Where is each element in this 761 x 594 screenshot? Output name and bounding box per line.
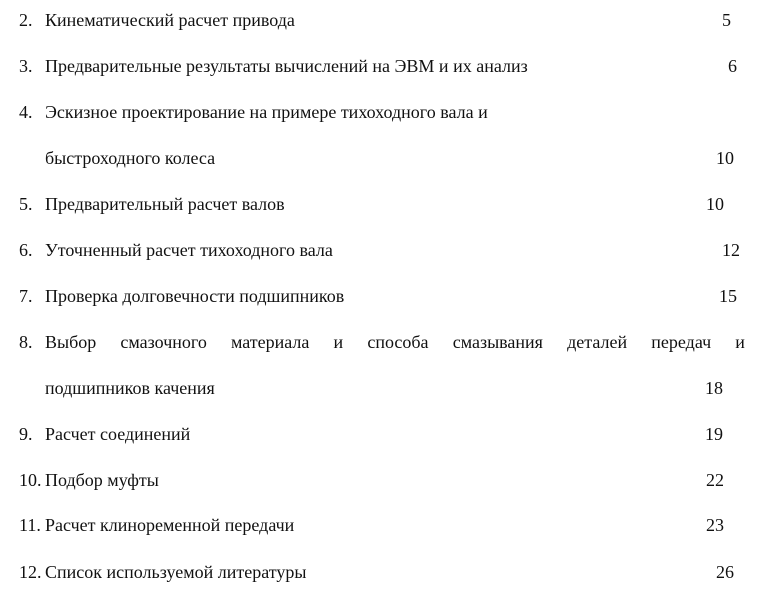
toc-entry-3 [0,54,761,78]
toc-entry-4-continued [0,146,761,170]
toc-entry-title-line1 [45,330,745,354]
toc-entry-number: 6. [19,240,33,260]
toc-entry-12 [0,560,761,584]
toc-entry-9 [0,422,761,446]
toc-entry-11 [0,513,761,537]
toc-entry-page: 18 [705,378,723,398]
toc-word: и [735,332,745,352]
toc-entry-title: Предварительные результаты вычислений на ЭВМ и их анализ [45,56,528,76]
toc-entry-number: 2. [19,10,33,30]
toc-entry-number: 4. [19,102,33,122]
toc-word: и [333,332,344,352]
toc-word: Выбор [45,332,97,352]
toc-entry-title: Кинематический расчет привода [45,10,295,30]
toc-entry-10 [0,468,761,492]
toc-entry-page: 19 [705,424,723,444]
toc-entry-title: Список используемой литературы [45,562,307,582]
toc-entry-6 [0,238,761,262]
toc-entry-number: 10. [19,470,42,490]
toc-entry-page: 10 [706,194,724,214]
toc-entry-title: Подбор муфты [45,470,159,490]
toc-entry-title-line2: быстроходного колеса [45,148,216,168]
toc-entry-page: 6 [728,56,737,76]
toc-entry-number: 11. [19,515,41,535]
toc-entry-7 [0,284,761,308]
toc-entry-title-line2: подшипников качения [45,378,215,398]
toc-entry-2 [0,8,761,32]
toc-entry-page: 5 [722,10,731,30]
toc-word: материала [230,332,310,352]
toc-entry-page: 23 [706,515,724,535]
toc-entry-page: 12 [722,240,740,260]
toc-entry-number: 9. [19,424,33,444]
toc-entry-number: 3. [19,56,33,76]
toc-entry-title: Предварительный расчет валов [45,194,285,214]
toc-entry-title: Проверка долговечности подшипников [45,286,345,306]
toc-word: способа [367,332,429,352]
toc-word: деталей [567,332,628,352]
toc-entry-title: Уточненный расчет тихоходного вала [45,240,333,260]
toc-entry-title: Расчет соединений [45,424,191,444]
toc-entry-5 [0,192,761,216]
toc-entry-8-continued [0,376,761,400]
toc-entry-page: 26 [716,562,734,582]
toc-entry-page: 22 [706,470,724,490]
toc-entry-number: 8. [19,332,33,352]
toc-entry-number: 5. [19,194,33,214]
toc-entry-number: 7. [19,286,33,306]
toc-word: передач [651,332,712,352]
toc-entry-4 [0,100,761,124]
toc-entry-8 [0,330,761,354]
toc-entry-page: 15 [719,286,737,306]
toc-word: смазывания [452,332,543,352]
toc-word: смазочного [120,332,207,352]
toc-entry-title-line1: Эскизное проектирование на примере тихоходного вала и [45,102,488,122]
toc-entry-number: 12. [19,562,42,582]
toc-entry-title: Расчет клиноременной передачи [45,515,295,535]
toc-entry-page: 10 [716,148,734,168]
